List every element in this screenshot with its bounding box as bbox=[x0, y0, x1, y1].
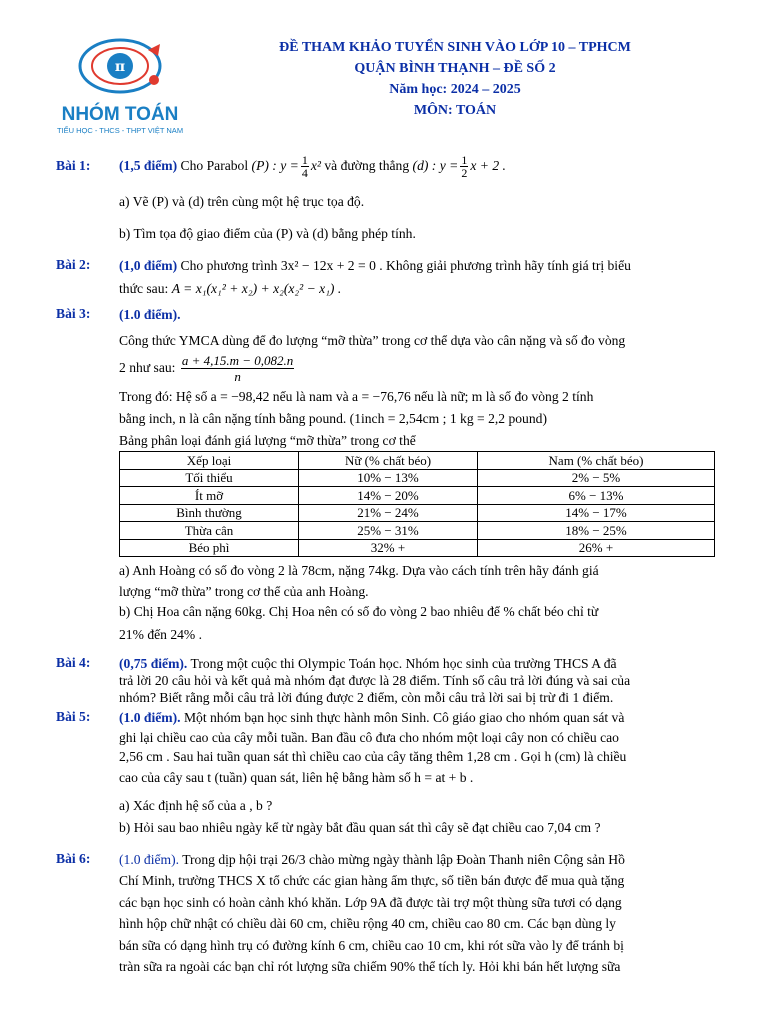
parabol-variable: x² bbox=[310, 158, 321, 173]
ymca-formula: $\frac{a + 4,15.m - 0,082.n}{n}$ bbox=[181, 353, 294, 385]
table-header: Nữ (% chất béo) bbox=[299, 452, 478, 470]
bai1-question-b: b) Tìm tọa độ giao điểm của (P) và (d) bằng phép tính. bbox=[119, 226, 416, 241]
line-fraction: $\frac{1}{2}$ bbox=[461, 153, 468, 181]
bai3-line1: Công thức YMCA dùng để đo lượng “mỡ thừa” trong cơ thể dựa vào cân nặng và số đo vòng bbox=[119, 333, 626, 348]
svg-text:π: π bbox=[114, 59, 126, 75]
bai5-question-a: a) Xác định hệ số của a , b ? bbox=[119, 798, 273, 813]
bai5-line3: 2,56 cm . Sau hai tuần quan sát thì chiều cao của cây tăng thêm 1,28 cm . Gọi h (cm) là chiều bbox=[119, 749, 627, 764]
bai5-text: Một nhóm bạn học sinh thực hành môn Sinh. Cô giáo giao cho nhóm quan sát và bbox=[183, 710, 625, 725]
nhom-toan-logo bbox=[50, 36, 190, 140]
table-row bbox=[120, 469, 715, 487]
table-cell: 26% + bbox=[478, 539, 715, 557]
table-cell: Tối thiểu bbox=[120, 469, 299, 487]
bai5-line1 bbox=[119, 709, 624, 727]
bai3-line3: Trong đó: Hệ số a = −98,42 nếu là nam và a = −76,76 nếu là nữ; m là số đo vòng 2 tính bbox=[119, 389, 594, 404]
parabol-definition: (P) : y = bbox=[251, 158, 299, 173]
table-cell: 21% − 24% bbox=[299, 504, 478, 522]
bai1-mid: và đường thẳng bbox=[324, 158, 410, 173]
bai5-label: Bài 5: bbox=[56, 709, 91, 724]
header-year: Năm học: 2024 – 2025 bbox=[389, 82, 521, 97]
table-cell: 2% − 5% bbox=[478, 469, 715, 487]
bai4-line1 bbox=[119, 655, 617, 673]
bai2-line1 bbox=[119, 257, 631, 275]
bai2-text: Cho phương trình 3x² − 12x + 2 = 0 . Không giải phương trình hãy tính giá trị biểu bbox=[180, 258, 631, 273]
bai6-line2: Chí Minh, trường THCS X tổ chức các gian hàng ẩm thực, số tiền bán được để mua quà tặng bbox=[119, 873, 625, 888]
header-title: ĐỀ THAM KHẢO TUYỂN SINH VÀO LỚP 10 – TPHCM bbox=[279, 40, 631, 55]
table-cell: 14% − 20% bbox=[299, 487, 478, 505]
bai5-points: (1.0 điểm). bbox=[119, 710, 181, 725]
bai3-line4: bằng inch, n là cân nặng tính bằng pound. (1inch = 2,54cm ; 1 kg = 2,2 pound) bbox=[119, 411, 547, 426]
table-cell: 10% − 13% bbox=[299, 469, 478, 487]
bai1-points: (1,5 điểm) bbox=[119, 158, 178, 173]
bai6-label: Bài 6: bbox=[56, 851, 91, 866]
table-cell: Ít mỡ bbox=[120, 487, 299, 505]
bai4-label: Bài 4: bbox=[56, 655, 91, 670]
bai3-question-b-line1: b) Chị Hoa cân nặng 60kg. Chị Hoa nên có số đo vòng 2 bao nhiêu để % chất béo chỉ từ bbox=[119, 604, 599, 619]
table-header: Xếp loại bbox=[120, 452, 299, 470]
table-cell: 32% + bbox=[299, 539, 478, 557]
table-cell: Béo phì bbox=[120, 539, 299, 557]
parabol-fraction: $\frac{1}{4}$ bbox=[301, 153, 308, 181]
bai3-question-a-line1: a) Anh Hoàng có số đo vòng 2 là 78cm, nặng 74kg. Dựa vào cách tính trên hãy đánh giá bbox=[119, 563, 599, 578]
bai4-text: Trong một cuộc thi Olympic Toán học. Nhóm học sinh của trường THCS A đã bbox=[190, 656, 617, 671]
table-row bbox=[120, 522, 715, 540]
table-header: Nam (% chất béo) bbox=[478, 452, 715, 470]
bai2-line2 bbox=[119, 280, 341, 298]
bai6-line4: hình hộp chữ nhật có chiều dài 60 cm, chiều rộng 40 cm, chiều cao 80 cm. Các bạn dùng ly bbox=[119, 916, 616, 931]
bai1-statement bbox=[119, 151, 506, 181]
bai6-line1 bbox=[119, 851, 625, 869]
table-row bbox=[120, 539, 715, 557]
bai6-points: (1.0 điểm). bbox=[119, 852, 180, 867]
logo-subtitle: TIỂU HỌC - THCS - THPT VIỆT NAM bbox=[56, 126, 184, 135]
bai3-question-a-line2: lượng “mỡ thừa” trong cơ thể của anh Hoàng. bbox=[119, 584, 369, 599]
bai2-label: Bài 2: bbox=[56, 257, 91, 272]
table-row bbox=[120, 487, 715, 505]
exam-header bbox=[240, 37, 670, 121]
bai3-question-b-line2: 21% đến 24% . bbox=[119, 627, 203, 642]
table-header-row bbox=[120, 452, 715, 470]
bai5-line4: cao của cây sau t (tuần) quan sát, liên hệ bằng hàm số h = at + b . bbox=[119, 770, 474, 785]
bai6-text: Trong dịp hội trại 26/3 chào mừng ngày thành lập Đoàn Thanh niên Cộng sản Hồ bbox=[182, 852, 625, 867]
header-subject: MÔN: TOÁN bbox=[413, 103, 497, 118]
logo-title: NHÓM TOÁN bbox=[61, 104, 179, 125]
bai3-label: Bài 3: bbox=[56, 306, 91, 321]
bai6-line6: tràn sữa ra ngoài các bạn chỉ rót lượng sữa chiếm 90% thể tích ly. Hỏi khi bán hết lượng sữa bbox=[119, 959, 621, 974]
header-district: QUẬN BÌNH THẠNH – ĐỀ SỐ 2 bbox=[354, 61, 556, 76]
table-cell: 25% − 31% bbox=[299, 522, 478, 540]
bai3-formula-label: 2 như sau: bbox=[119, 360, 176, 375]
line-definition: (d) : y = bbox=[412, 158, 459, 173]
bai2-points: (1,0 điểm) bbox=[119, 258, 178, 273]
bai6-line5: bán sữa có dạng hình trụ có đường kính 6 cm, chiều cao 10 cm, khi rót sữa vào ly để tránh bị bbox=[119, 938, 624, 953]
table-cell: 14% − 17% bbox=[478, 504, 715, 522]
bai3-points: (1.0 điểm). bbox=[119, 307, 181, 322]
bai2-expression: A = x₁(x₁² + x₂) + x₂(x₂² − x₁) . bbox=[171, 281, 342, 296]
table-cell: 6% − 13% bbox=[478, 487, 715, 505]
table-cell: Bình thường bbox=[120, 504, 299, 522]
table-title: Bảng phân loại đánh giá lượng “mỡ thừa” trong cơ thể bbox=[119, 433, 416, 448]
table-cell: 18% − 25% bbox=[478, 522, 715, 540]
bai5-question-b: b) Hỏi sau bao nhiêu ngày kể từ ngày bắt đầu quan sát thì cây sẽ đạt chiều cao 7,04 cm ? bbox=[119, 820, 601, 835]
bai1-intro: Cho Parabol bbox=[180, 158, 249, 173]
bai5-line2: ghi lại chiều cao của cây mỗi tuần. Ban đầu cô đưa cho nhóm một loại cây non có chiều cao bbox=[119, 730, 619, 745]
fat-classification-table bbox=[119, 451, 715, 557]
bai4-line2: trả lời 20 câu hỏi và kết quả mà nhóm đạt được là 28 điểm. Tính số câu trả lời đúng và sai của bbox=[119, 673, 631, 688]
table-cell: Thừa cân bbox=[120, 522, 299, 540]
bai4-line3: nhóm? Biết rằng mỗi câu trả lời đúng được 2 điểm, còn mỗi câu trả lời sai bị trừ đi 1 điểm. bbox=[119, 690, 614, 705]
line-rest: x + 2 . bbox=[470, 158, 506, 173]
bai4-points: (0,75 điểm). bbox=[119, 656, 188, 671]
bai6-line3: các bạn học sinh có hoàn cảnh khó khăn. Lớp 9A đã được tài trợ một thùng sữa tươi có dạng bbox=[119, 895, 622, 910]
bai2-expression-label: thức sau: bbox=[119, 281, 169, 296]
bai1-question-a: a) Vẽ (P) và (d) trên cùng một hệ trục tọa độ. bbox=[119, 194, 365, 209]
table-row bbox=[120, 504, 715, 522]
bai3-formula-line bbox=[119, 352, 296, 384]
bai1-label: Bài 1: bbox=[56, 158, 91, 173]
